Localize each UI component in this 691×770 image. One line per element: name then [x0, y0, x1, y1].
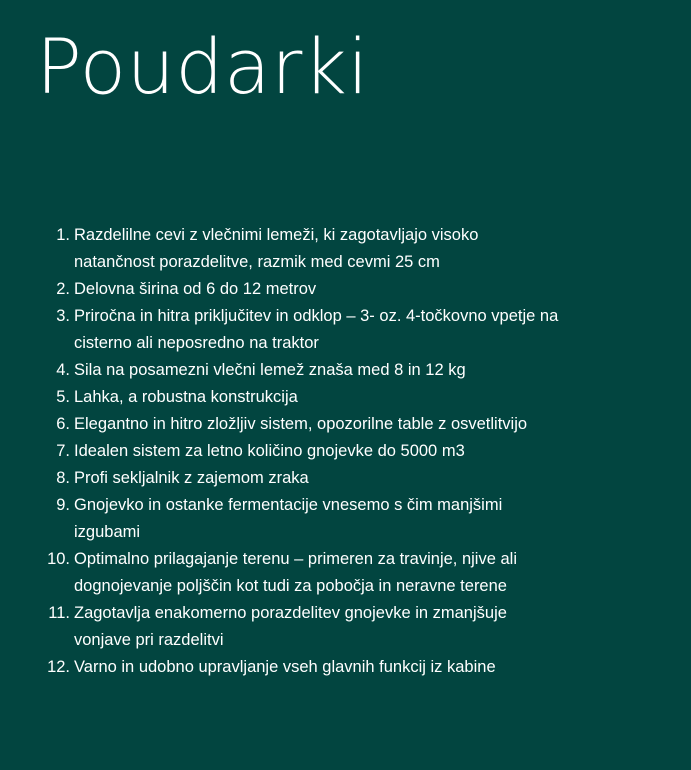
list-item-text: Optimalno prilagajanje terenu – primeren za travinje, njive ali dognojevanje poljščin kot tudi za pobočja in neravne terene — [74, 550, 517, 595]
list-item — [0, 357, 560, 384]
list-item-number: 3. — [56, 307, 70, 325]
list-item — [0, 465, 560, 492]
list-item-number: 6. — [56, 415, 70, 433]
list-item — [0, 546, 560, 600]
list-item-text: Zagotavlja enakomerno porazdelitev gnojevke in zmanjšuje vonjave pri razdelitvi — [74, 604, 507, 649]
feature-list — [0, 222, 560, 681]
list-item — [0, 276, 560, 303]
list-item — [0, 654, 560, 681]
list-item-number: 8. — [56, 469, 70, 487]
list-item — [0, 384, 560, 411]
list-item-text: Sila na posamezni vlečni lemež znaša med 8 in 12 kg — [74, 361, 466, 379]
list-item-number: 1. — [56, 226, 70, 244]
list-item-number: 4. — [56, 361, 70, 379]
list-item-text: Idealen sistem za letno količino gnojevke do 5000 m3 — [74, 442, 465, 460]
list-item-number: 5. — [56, 388, 70, 406]
list-item-number: 7. — [56, 442, 70, 460]
list-item-text: Profi sekljalnik z zajemom zraka — [74, 469, 309, 487]
list-item-text: Varno in udobno upravljanje vseh glavnih funkcij iz kabine — [74, 658, 496, 676]
list-item — [0, 303, 560, 357]
list-item-text: Razdelilne cevi z vlečnimi lemeži, ki zagotavljajo visoko natančnost porazdelitve, razmik med cevmi 25 cm — [74, 226, 479, 271]
list-item-text: Priročna in hitra priključitev in odklop – 3- oz. 4-točkovno vpetje na cisterno ali neposredno na traktor — [74, 307, 559, 352]
list-item-text: Elegantno in hitro zložljiv sistem, opozorilne table z osvetlitvijo — [74, 415, 528, 433]
list-item-number: 2. — [56, 280, 70, 298]
list-item-number: 10. — [47, 550, 70, 568]
list-item — [0, 438, 560, 465]
list-item-number: 12. — [47, 658, 70, 676]
list-item-text: Gnojevko in ostanke fermentacije vnesemo s čim manjšimi izgubami — [74, 496, 503, 541]
list-item — [0, 600, 560, 654]
list-item-text: Lahka, a robustna konstrukcija — [74, 388, 298, 406]
list-item-number: 9. — [56, 496, 70, 514]
list-item — [0, 492, 560, 546]
list-item-text: Delovna širina od 6 do 12 metrov — [74, 280, 317, 298]
list-item — [0, 222, 560, 276]
page-title: Poudarki — [36, 22, 369, 111]
list-item-number: 11. — [48, 604, 70, 622]
list-item — [0, 411, 560, 438]
